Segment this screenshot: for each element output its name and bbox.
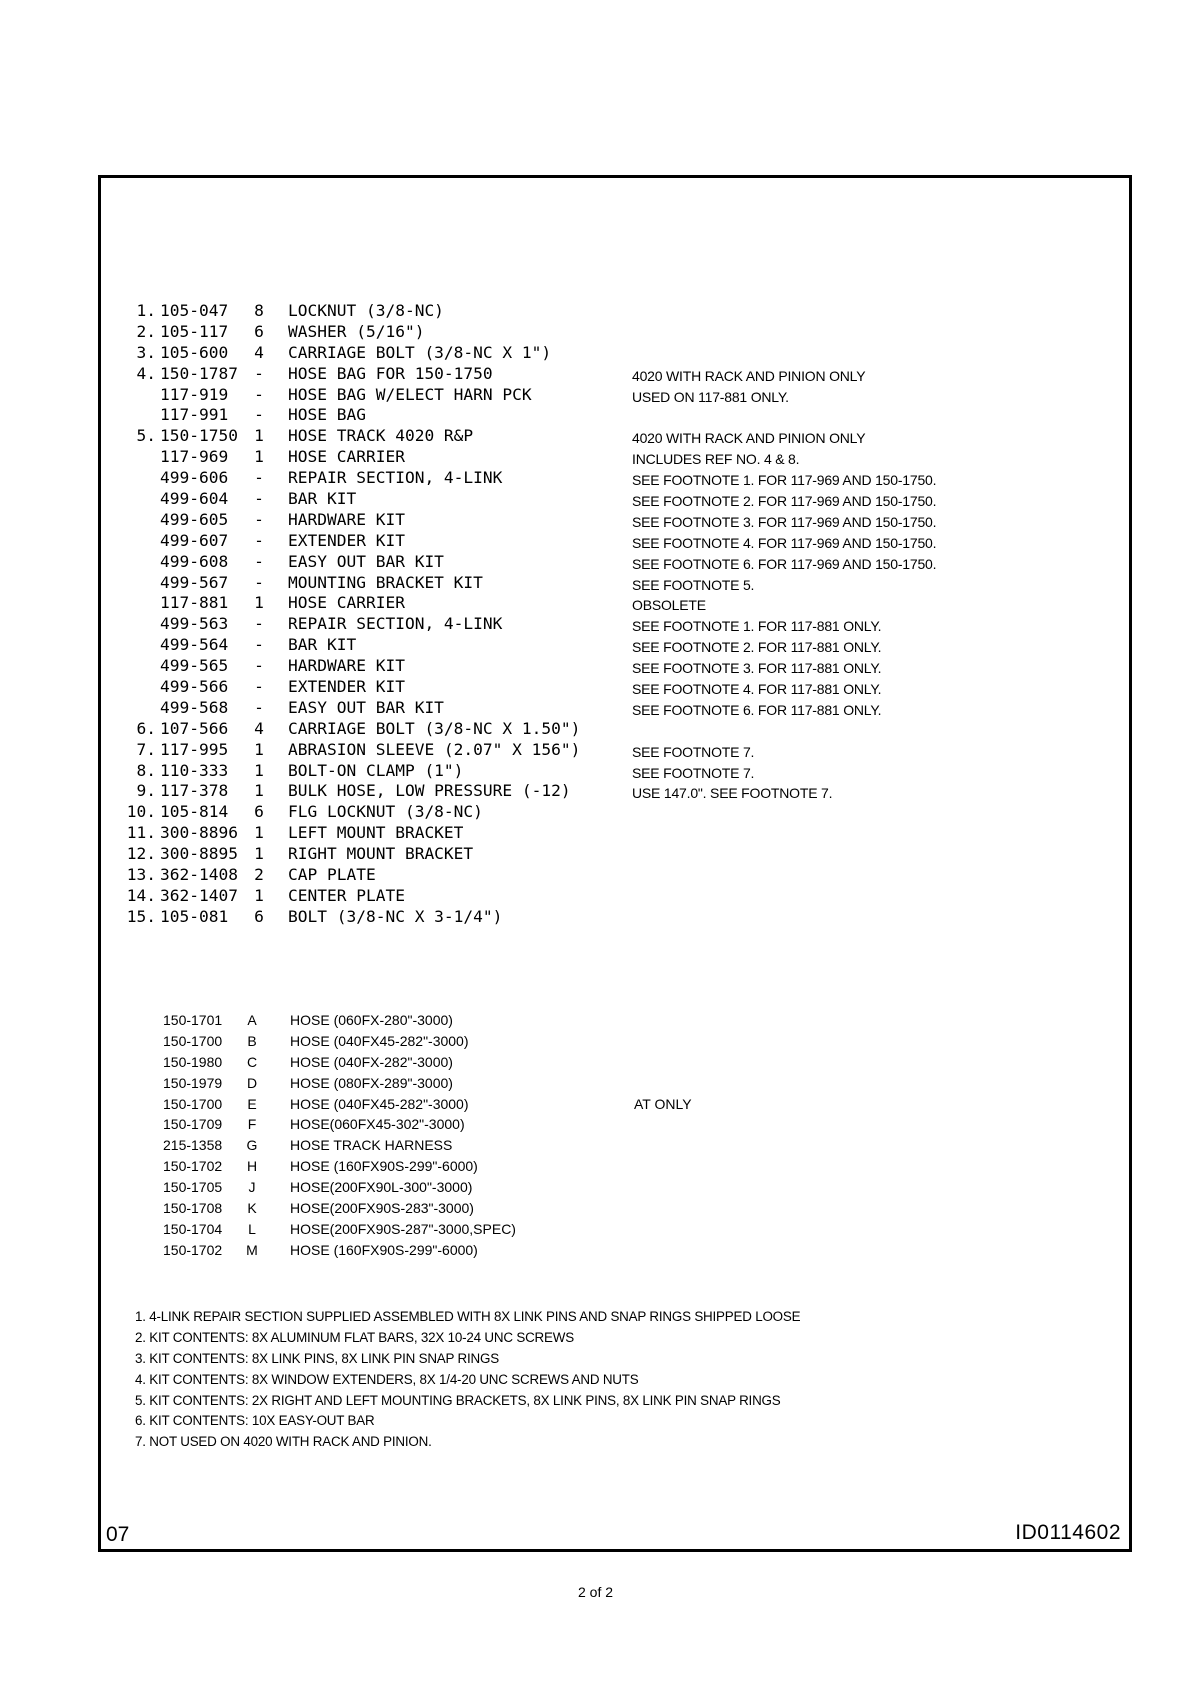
hose-remark: AT ONLY [634,1095,692,1112]
hose-code: B [247,1032,257,1049]
quantity: 2 [254,865,264,885]
part-number: 499-605 [160,509,229,529]
item-number: 12. [126,844,156,864]
part-number: 499-604 [160,489,229,509]
hose-code: A [247,1012,257,1028]
part-number: 107-566 [160,718,229,738]
remark: SEE FOOTNOTE 6. FOR 117-969 AND 150-1750. [632,555,937,572]
description: HOSE CARRIER [288,593,405,613]
remark: 4020 WITH RACK AND PINION ONLY [632,430,866,447]
hose-code: C [246,1053,258,1070]
item-number: 10. [126,802,156,822]
part-number: 499-565 [160,656,229,676]
description: EXTENDER KIT [288,677,405,697]
quantity: 1 [254,844,264,864]
description: WASHER (5/16") [288,321,425,341]
description: LEFT MOUNT BRACKET [288,823,464,843]
hose-part-number: 150-1704 [163,1220,223,1237]
quantity: - [254,656,264,676]
quantity: 6 [254,321,264,341]
hose-description: HOSE (160FX90S-299"-6000) [290,1158,478,1175]
remark: SEE FOOTNOTE 7. [632,764,755,781]
description: BOLT (3/8-NC X 3-1/4") [288,906,503,926]
remark: SEE FOOTNOTE 3. FOR 117-969 AND 150-1750. [632,513,937,530]
description: HOSE BAG [288,405,366,425]
part-number: 105-047 [160,301,229,320]
item-number: 15. [126,906,156,926]
description: CAP PLATE [288,865,376,885]
description: HOSE BAG FOR 150-1750 [288,363,493,383]
hose-code: D [246,1074,258,1091]
quantity: 1 [254,885,264,905]
description: MOUNTING BRACKET KIT [288,572,483,592]
description: BAR KIT [288,635,357,655]
hose-description: HOSE(060FX45-302"-3000) [290,1116,465,1133]
item-number: 4. [136,363,156,383]
quantity: - [254,677,264,697]
remark: SEE FOOTNOTE 1. FOR 117-881 ONLY. [632,618,882,635]
hose-part-number: 150-1702 [163,1158,223,1175]
quantity: - [254,551,264,571]
part-number: 499-606 [160,468,229,488]
remark: SEE FOOTNOTE 2. FOR 117-881 ONLY. [632,639,882,656]
remark: SEE FOOTNOTE 5. [632,576,755,593]
part-number: 150-1787 [160,363,238,383]
item-number: 7. [136,739,156,759]
remark: SEE FOOTNOTE 2. FOR 117-969 AND 150-1750. [632,493,937,510]
description: EXTENDER KIT [288,530,405,550]
quantity: 1 [254,760,264,780]
part-number: 117-881 [160,593,229,613]
item-number: 6. [136,718,156,738]
part-number: 499-566 [160,677,229,697]
hose-part-number: 150-1700 [163,1032,223,1049]
quantity: 4 [254,718,264,738]
remark: SEE FOOTNOTE 3. FOR 117-881 ONLY. [632,660,882,677]
quantity: - [254,405,264,425]
quantity: - [254,384,264,404]
description: LOCKNUT (3/8-NC) [288,301,444,320]
part-number: 117-378 [160,781,229,801]
description: EASY OUT BAR KIT [288,551,444,571]
description: REPAIR SECTION, 4-LINK [288,468,503,488]
item-number: 5. [136,426,156,446]
remark: INCLUDES REF NO. 4 & 8. [632,451,800,468]
part-number: 362-1408 [160,865,238,885]
part-number: 105-117 [160,321,229,341]
description: CARRIAGE BOLT (3/8-NC X 1") [288,342,552,362]
hose-part-number: 150-1702 [163,1241,223,1258]
remark: SEE FOOTNOTE 4. FOR 117-969 AND 150-1750. [632,534,937,551]
part-number: 110-333 [160,760,229,780]
description: HOSE BAG W/ELECT HARN PCK [288,384,532,404]
remark: SEE FOOTNOTE 4. FOR 117-881 ONLY. [632,681,882,698]
hose-description: HOSE (160FX90S-299"-6000) [290,1241,478,1258]
quantity: 1 [254,781,264,801]
item-number: 11. [126,823,156,843]
hose-code: J [248,1179,256,1196]
part-number: 117-919 [160,384,229,404]
quantity: - [254,697,264,717]
part-number: 105-081 [160,906,229,926]
hose-part-number: 150-1701 [163,1012,223,1028]
hose-description: HOSE (080FX-289"-3000) [290,1074,453,1091]
footnote: 7. NOT USED ON 4020 WITH RACK AND PINION. [135,1434,432,1450]
hose-code: H [246,1158,258,1175]
part-number: 499-608 [160,551,229,571]
part-number: 150-1750 [160,426,238,446]
part-number: 105-600 [160,342,229,362]
hose-code: L [248,1220,256,1237]
description: RIGHT MOUNT BRACKET [288,844,474,864]
hose-part-number: 215-1358 [163,1137,223,1154]
quantity: 6 [254,906,264,926]
part-number: 117-969 [160,447,229,467]
quantity: 4 [254,342,264,362]
quantity: 8 [254,301,264,320]
description: BAR KIT [288,489,357,509]
remark: OBSOLETE [632,597,706,614]
hose-description: HOSE (060FX-280"-3000) [290,1012,453,1028]
hose-part-number: 150-1705 [163,1179,223,1196]
part-number: 117-995 [160,739,229,759]
quantity: - [254,572,264,592]
hose-description: HOSE (040FX45-282"-3000) [290,1032,469,1049]
item-number: 13. [126,865,156,885]
description: EASY OUT BAR KIT [288,697,444,717]
page-number: 2 of 2 [577,1584,614,1600]
part-number: 300-8896 [160,823,238,843]
quantity: - [254,614,264,634]
quantity: 1 [254,447,264,467]
description: HOSE CARRIER [288,447,405,467]
part-number: 117-991 [160,405,229,425]
quantity: - [254,509,264,529]
description: FLG LOCKNUT (3/8-NC) [288,802,483,822]
description: BOLT-ON CLAMP (1") [288,760,464,780]
item-number: 9. [136,781,156,801]
drawing-revision: 07 [106,1523,130,1546]
footnotes [135,1307,800,1453]
remark: 4020 WITH RACK AND PINION ONLY [632,367,866,384]
quantity: - [254,363,264,383]
quantity: - [254,468,264,488]
hose-code: M [246,1241,258,1258]
footnote: 4. KIT CONTENTS: 8X WINDOW EXTENDERS, 8X 1/4-20 UNC SCREWS AND NUTS [135,1371,639,1387]
description: HARDWARE KIT [288,509,405,529]
description: HARDWARE KIT [288,656,405,676]
part-number: 499-563 [160,614,229,634]
description: REPAIR SECTION, 4-LINK [288,614,503,634]
hose-code: E [247,1095,257,1112]
hose-part-number: 150-1708 [163,1200,223,1217]
description: ABRASION SLEEVE (2.07" X 156") [288,739,581,759]
part-number: 105-814 [160,802,229,822]
part-number: 362-1407 [160,885,238,905]
item-number: 3. [136,342,156,362]
footnote: 3. KIT CONTENTS: 8X LINK PINS, 8X LINK PIN SNAP RINGS [135,1350,499,1366]
quantity: - [254,635,264,655]
item-number: 8. [136,760,156,780]
hose-description: HOSE(200FX90S-287"-3000,SPEC) [290,1220,516,1237]
item-number: 14. [126,885,156,905]
description: CARRIAGE BOLT (3/8-NC X 1.50") [288,718,581,738]
part-number: 499-568 [160,697,229,717]
part-number: 300-8895 [160,844,238,864]
quantity: 1 [254,739,264,759]
quantity: 1 [254,593,264,613]
hose-description: HOSE (040FX45-282"-3000) [290,1095,469,1112]
hose-code: G [246,1137,258,1154]
part-number: 499-607 [160,530,229,550]
hose-part-number: 150-1709 [163,1116,223,1133]
hose-part-number: 150-1700 [163,1095,223,1112]
item-number: 2. [136,321,156,341]
item-number: 1. [136,301,156,320]
description: CENTER PLATE [288,885,405,905]
hose-part-number: 150-1979 [163,1074,223,1091]
description: HOSE TRACK 4020 R&P [288,426,474,446]
footnote: 6. KIT CONTENTS: 10X EASY-OUT BAR [135,1413,375,1429]
hose-part-number: 150-1980 [163,1053,223,1070]
quantity: 6 [254,802,264,822]
hose-code: F [247,1116,257,1133]
drawing-id: ID0114602 [1015,1521,1121,1544]
description: BULK HOSE, LOW PRESSURE (-12) [288,781,571,801]
quantity: - [254,530,264,550]
hose-description: HOSE(200FX90L-300"-3000) [290,1179,473,1196]
part-number: 499-564 [160,635,229,655]
remark: SEE FOOTNOTE 1. FOR 117-969 AND 150-1750. [632,472,937,489]
remark: SEE FOOTNOTE 7. [632,743,755,760]
remark: USED ON 117-881 ONLY. [632,388,789,405]
quantity: 1 [254,823,264,843]
quantity: - [254,489,264,509]
remark: USE 147.0". SEE FOOTNOTE 7. [632,785,833,802]
footnote: 1. 4-LINK REPAIR SECTION SUPPLIED ASSEMBLED WITH 8X LINK PINS AND SNAP RINGS SHIPPED LOOSE [135,1309,801,1324]
hose-description: HOSE (040FX-282"-3000) [290,1053,453,1070]
hose-description: HOSE(200FX90S-283"-3000) [290,1200,474,1217]
footnote: 5. KIT CONTENTS: 2X RIGHT AND LEFT MOUNTING BRACKETS, 8X LINK PINS, 8X LINK PIN SNAP RINGS [135,1392,781,1408]
remark: SEE FOOTNOTE 6. FOR 117-881 ONLY. [632,701,882,718]
quantity: 1 [254,426,264,446]
footnote: 2. KIT CONTENTS: 8X ALUMINUM FLAT BARS, 32X 10-24 UNC SCREWS [135,1329,574,1345]
part-number: 499-567 [160,572,229,592]
hose-description: HOSE TRACK HARNESS [290,1137,453,1154]
hose-code: K [247,1200,257,1217]
